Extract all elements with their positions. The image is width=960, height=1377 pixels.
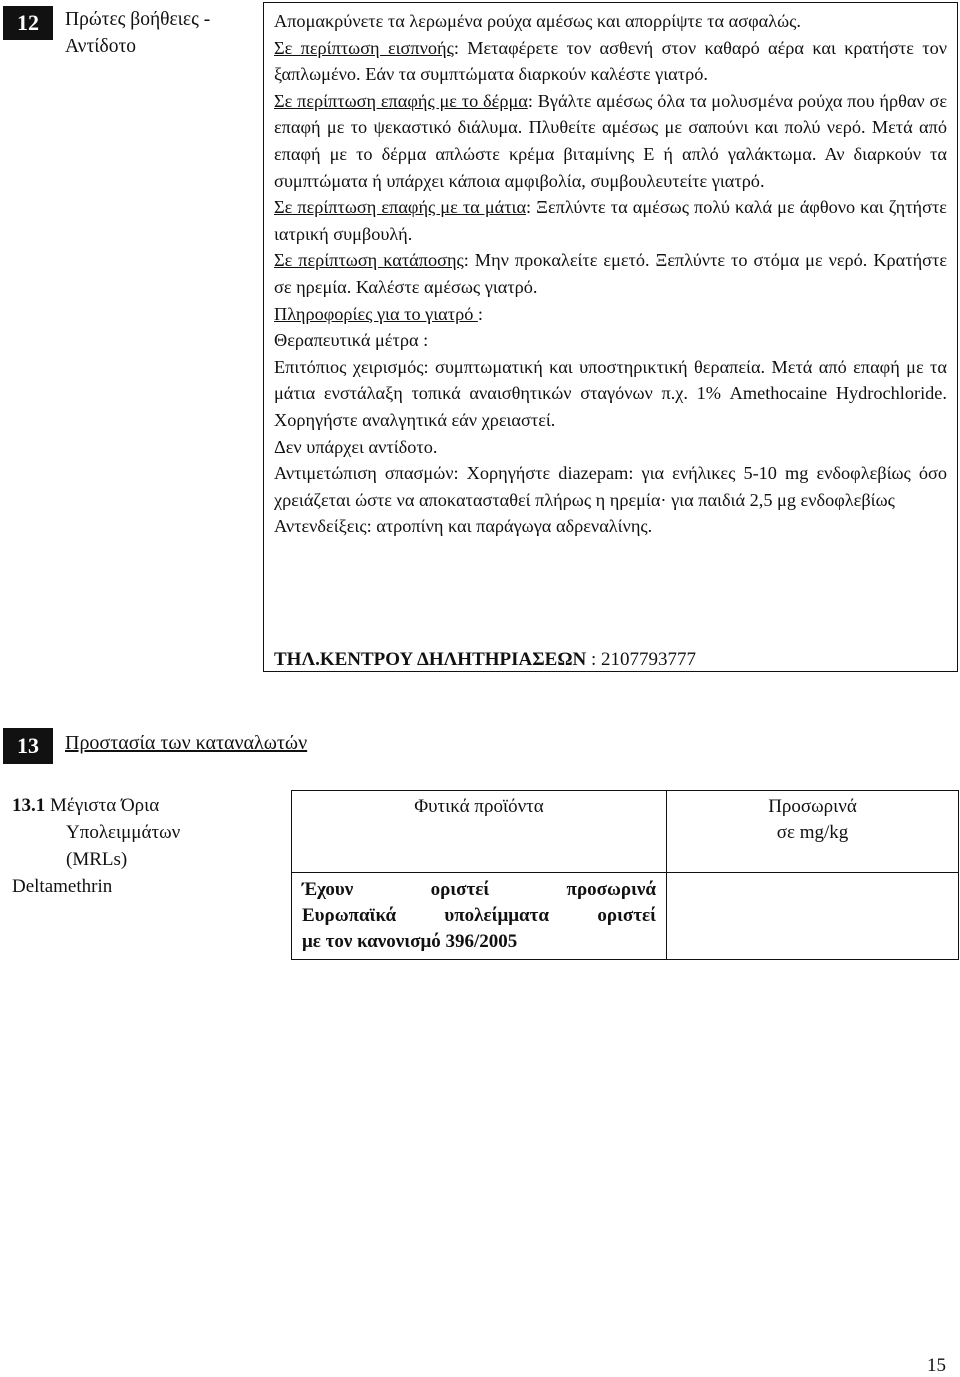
antidote-paragraph [274,434,947,461]
table-cell [292,873,667,960]
table-header-cell [292,791,667,873]
measures-paragraph [274,327,947,354]
table-row [292,873,959,960]
poison-center-phone [274,648,696,672]
skin-label: Σε περίπτωση επαφής με το δέρμα [274,90,528,111]
ingestion-paragraph [274,247,947,300]
table-header-cell [667,791,959,873]
contraindications-paragraph [274,513,947,540]
poison-center-label: ΤΗΛ.ΚΕΝΤΡΟΥ ΔΗΛΗΤΗΡΙΑΣΕΩΝ [274,649,587,670]
mrl-note: Ευρωπαϊκά υπολείμματα οριστεί [302,905,656,926]
section-number: 12 [17,10,39,35]
section-title: Προστασία των καταναλωτών [65,732,308,754]
doctor-info-colon: : [477,303,483,324]
inhalation-label: Σε περίπτωση εισπνοής [274,37,454,58]
plant-products-header: Φυτικά προϊόντα [414,796,544,817]
skin-text: : Βγάλτε αμέσως όλα τα μολυσμένα ρούχα που ήρθαν σε επαφή με το ψεκαστικό διάλυμα. Πλυθείτε αμέσως με σαπούνι και πολύ νερό. Μετά από επαφή με το δέρμα απλώστε κρέμα βιταμίνης Ε ή απλό γαλάκτωμα. Αν διαρκούν τα συμπτώματα ή υπάρχει κάποια αμφιβολία, συμβουλευτείτε γιατρό. [274,90,948,191]
measures-text: Θεραπευτικά μέτρα : [274,330,429,351]
spasms-paragraph [274,460,947,513]
section-title [65,6,210,60]
instruction-text: Απομακρύνετε τα λερωμένα ρούχα αμέσως και απορρίψτε τα ασφαλώς. [274,11,801,31]
section-title-line: Αντίδοτο [65,36,137,57]
inhalation-text: : Μεταφέρετε τον ασθενή στον καθαρό αέρα και κρατήστε τον ξαπλωμένο. Εάν τα συμπτώματα διαρκούν καλέστε γιατρό. [274,37,947,85]
eyes-paragraph [274,194,947,247]
subsection-title: Υπολειμμάτων [66,822,181,843]
active-substance: Deltamethrin [12,876,113,897]
local-treatment-text: Επιτόπιος χειρισμός: συμπτωματική και υποστηρικτική θεραπεία. Μετά από επαφή με τα μάτια ενστάλαξη τοπικά αναισθητικών σταγόνων π.χ. 1% Amethocaine Hydrochloride. Χορηγήστε αναλγητικά εάν χρειαστεί. [274,356,947,430]
section-number-badge [3,6,53,40]
page-number: 15 [927,1355,946,1376]
mrl-note: Έχουν οριστεί προσωρινά [302,879,656,900]
contraindications-text: Αντενδείξεις: ατροπίνη και παράγωγα αδρεναλίνης. [274,516,653,537]
mrl-table [291,790,959,960]
first-aid-content [274,8,947,540]
unit-header: σε mg/kg [776,822,849,843]
spasms-text: Αντιμετώπιση σπασμών: Χορηγήστε diazepam: για ενήλικες 5-10 mg ενδοφλεβίως όσο χρειάζεται ώστε να αποκατασταθεί πλήρως η ηρεμία· για παιδιά 2,5 μg ενδοφλεβίως [274,463,947,510]
ingestion-text: : Μην προκαλείτε εμετό. Ξεπλύντε το στόμα με νερό. Κρατήστε σε ηρεμία. Καλέστε αμέσως γιατρό. [274,250,948,297]
subsection-title: Μέγιστα Όρια [45,795,160,816]
first-aid-paragraph [274,8,947,35]
skin-paragraph [274,88,947,194]
mrl-note: με τον κανονισμό 396/2005 [302,931,518,952]
local-treatment-paragraph [274,354,947,434]
subsection-title: (MRLs) [66,849,128,870]
section-number: 13 [17,733,39,758]
provisional-header: Προσωρινά [768,796,857,817]
inhalation-paragraph [274,35,947,88]
first-aid-box [263,2,958,672]
doctor-info-paragraph [274,301,947,328]
section-title-line: Πρώτες βοήθειες - [65,9,211,30]
antidote-text: Δεν υπάρχει αντίδοτο. [274,436,438,457]
section-number-badge [3,728,53,764]
table-cell [667,873,959,960]
poison-center-number: : 2107793777 [586,649,697,670]
table-row [292,791,959,873]
eyes-label: Σε περίπτωση επαφής με τα μάτια [274,197,527,218]
mrl-subsection-heading [12,792,180,900]
subsection-number: 13.1 [12,795,46,816]
ingestion-label: Σε περίπτωση κατάποσης [274,250,464,271]
doctor-info-label: Πληροφορίες για το γιατρό [274,303,478,324]
eyes-text: : Ξεπλύντε τα αμέσως πολύ καλά με άφθονο και ζητήστε ιατρική συμβουλή. [274,197,947,244]
